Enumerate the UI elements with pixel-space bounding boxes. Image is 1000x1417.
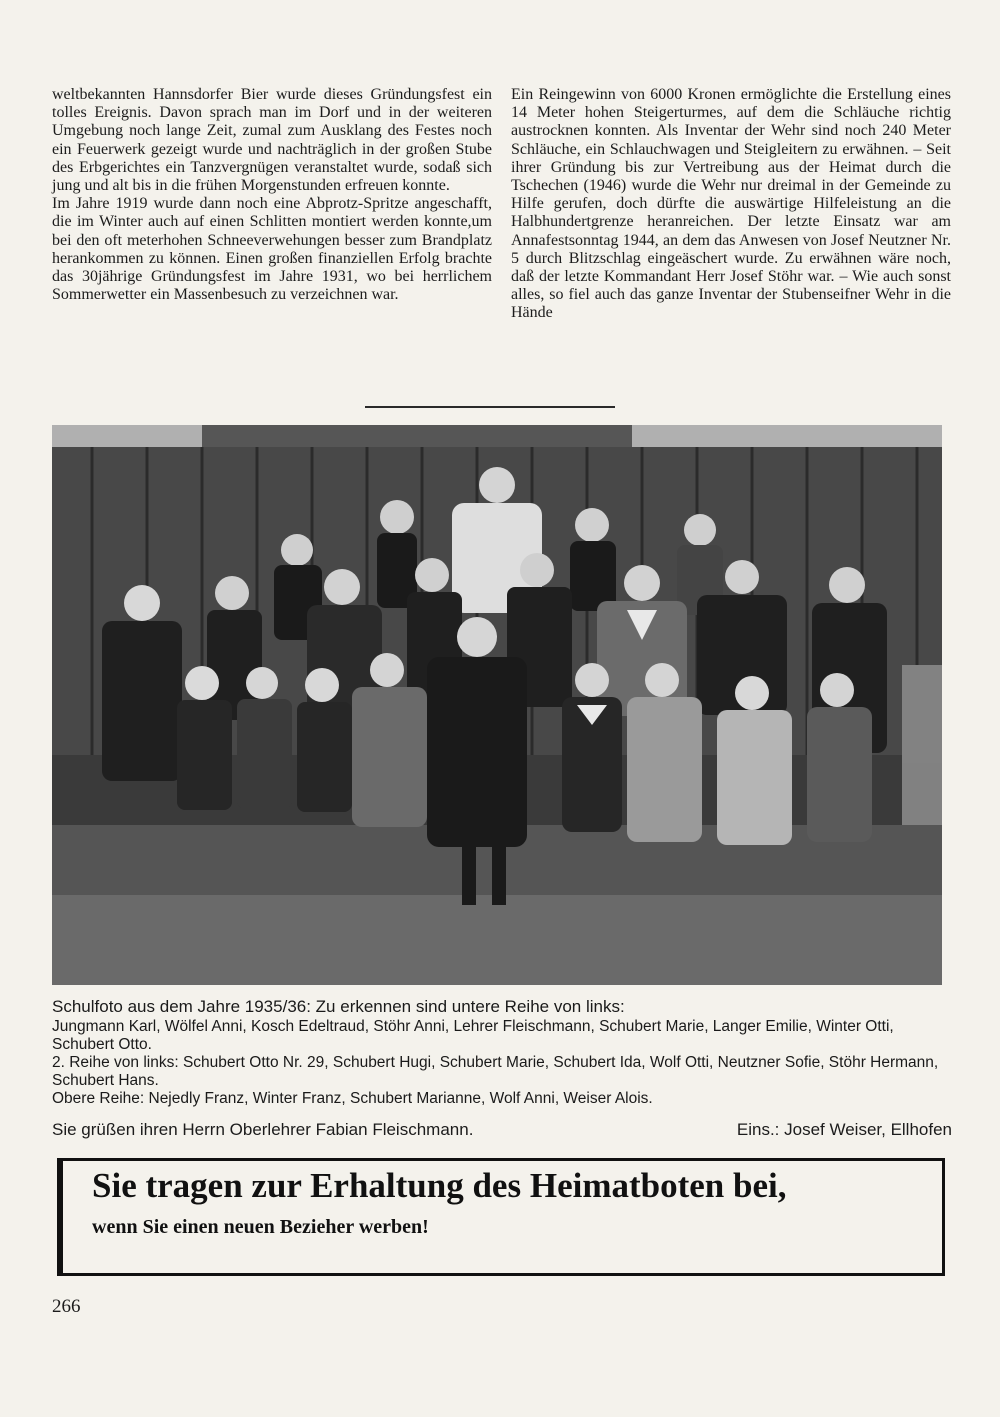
- promo-headline: Sie tragen zur Erhaltung des Heimatboten bei,: [92, 1166, 787, 1205]
- photo-caption: [52, 996, 957, 1108]
- caption-bottom-row: Jungmann Karl, Wölfel Anni, Kosch Edeltraud, Stöhr Anni, Lehrer Fleischmann, Schubert Marie, Langer Emilie, Winter Otti, Schubert Otto.: [52, 1018, 894, 1053]
- article-left-column: [52, 86, 492, 304]
- caption-footer: [52, 1120, 952, 1140]
- article-paragraph: weltbekannten Hannsdorfer Bier wurde dieses Gründungsfest ein tolles Ereignis. Davon sprach man im Dorf und in der weiteren Umgebung noch lange Zeit, zumal zum Ausklang des Festes noch ein Feuerwerk gezeigt wurde und nachträglich in der großen Stube des Erbgerichtes ein Tanzvergnügen veranstaltet wurde, sodaß sich jung und alt bis in die frühen Morgenstunden erfreuen konnte.: [52, 86, 492, 195]
- section-divider: [365, 406, 615, 408]
- school-class-photo: [52, 425, 942, 985]
- article-paragraph: Im Jahre 1919 wurde dann noch eine Abprotz-Spritze angeschafft, die im Winter auch auf einen Schlitten montiert werden konnte,um bei den oft meterhohen Schneeverwehungen besser zum Brandplatz herankommen zu können. Einen großen finanziellen Erfolg brachte das 30jährige Gründungsfest im Jahre 1931, wo bei herrlichem Sommerwetter ein Massenbesuch zu verzeichnen war.: [52, 195, 492, 304]
- article-paragraph: Ein Reingewinn von 6000 Kronen ermöglichte die Erstellung eines 14 Meter hohen Steigerturmes, auf dem die Schläuche richtig austrocknen konnten. Als Inventar der Wehr sind noch 240 Meter Schläuche, ein Schlauchwagen und Steigleitern zu erwähnen. – Seit ihrer Gründung bis zur Vertreibung aus der Heimat durch die Tschechen (1946) wurde die Wehr nur dreimal in der Gemeinde zu Hilfe gerufen, doch dürfte die auswärtige Hilfeleistung an die Halbhundertgrenze heranreichen. Der letzte Einsatz war am Annafestsonntag 1944, an dem das Anwesen von Josef Neutzner Nr. 5 durch Blitzschlag eingeäschert wurde. Zu erwähnen wäre noch, daß der letzte Kommandant Herr Josef Stöhr war. – Wie auch sonst alles, so fiel auch das ganze Inventar der Stubenseifner Wehr in die Hände: [511, 86, 951, 322]
- page-number: 266: [52, 1296, 81, 1317]
- promo-subline: wenn Sie einen neuen Bezieher werben!: [92, 1216, 429, 1238]
- caption-title: Schulfoto aus dem Jahre 1935/36: Zu erkennen sind untere Reihe von links:: [52, 997, 625, 1016]
- caption-second-row: 2. Reihe von links: Schubert Otto Nr. 29, Schubert Hugi, Schubert Marie, Schubert Ida, Wolf Otti, Neutzner Sofie, Stöhr Hermann, Schubert Hans.: [52, 1054, 939, 1089]
- contributor-credit: Eins.: Josef Weiser, Ellhofen: [736, 1120, 952, 1139]
- article-right-column: [511, 86, 951, 323]
- photo-illustration: [52, 425, 942, 985]
- caption-top-row: Obere Reihe: Nejedly Franz, Winter Franz, Schubert Marianne, Wolf Anni, Weiser Alois.: [52, 1090, 653, 1107]
- greeting-text: Sie grüßen ihren Herrn Oberlehrer Fabian Fleischmann.: [52, 1120, 474, 1139]
